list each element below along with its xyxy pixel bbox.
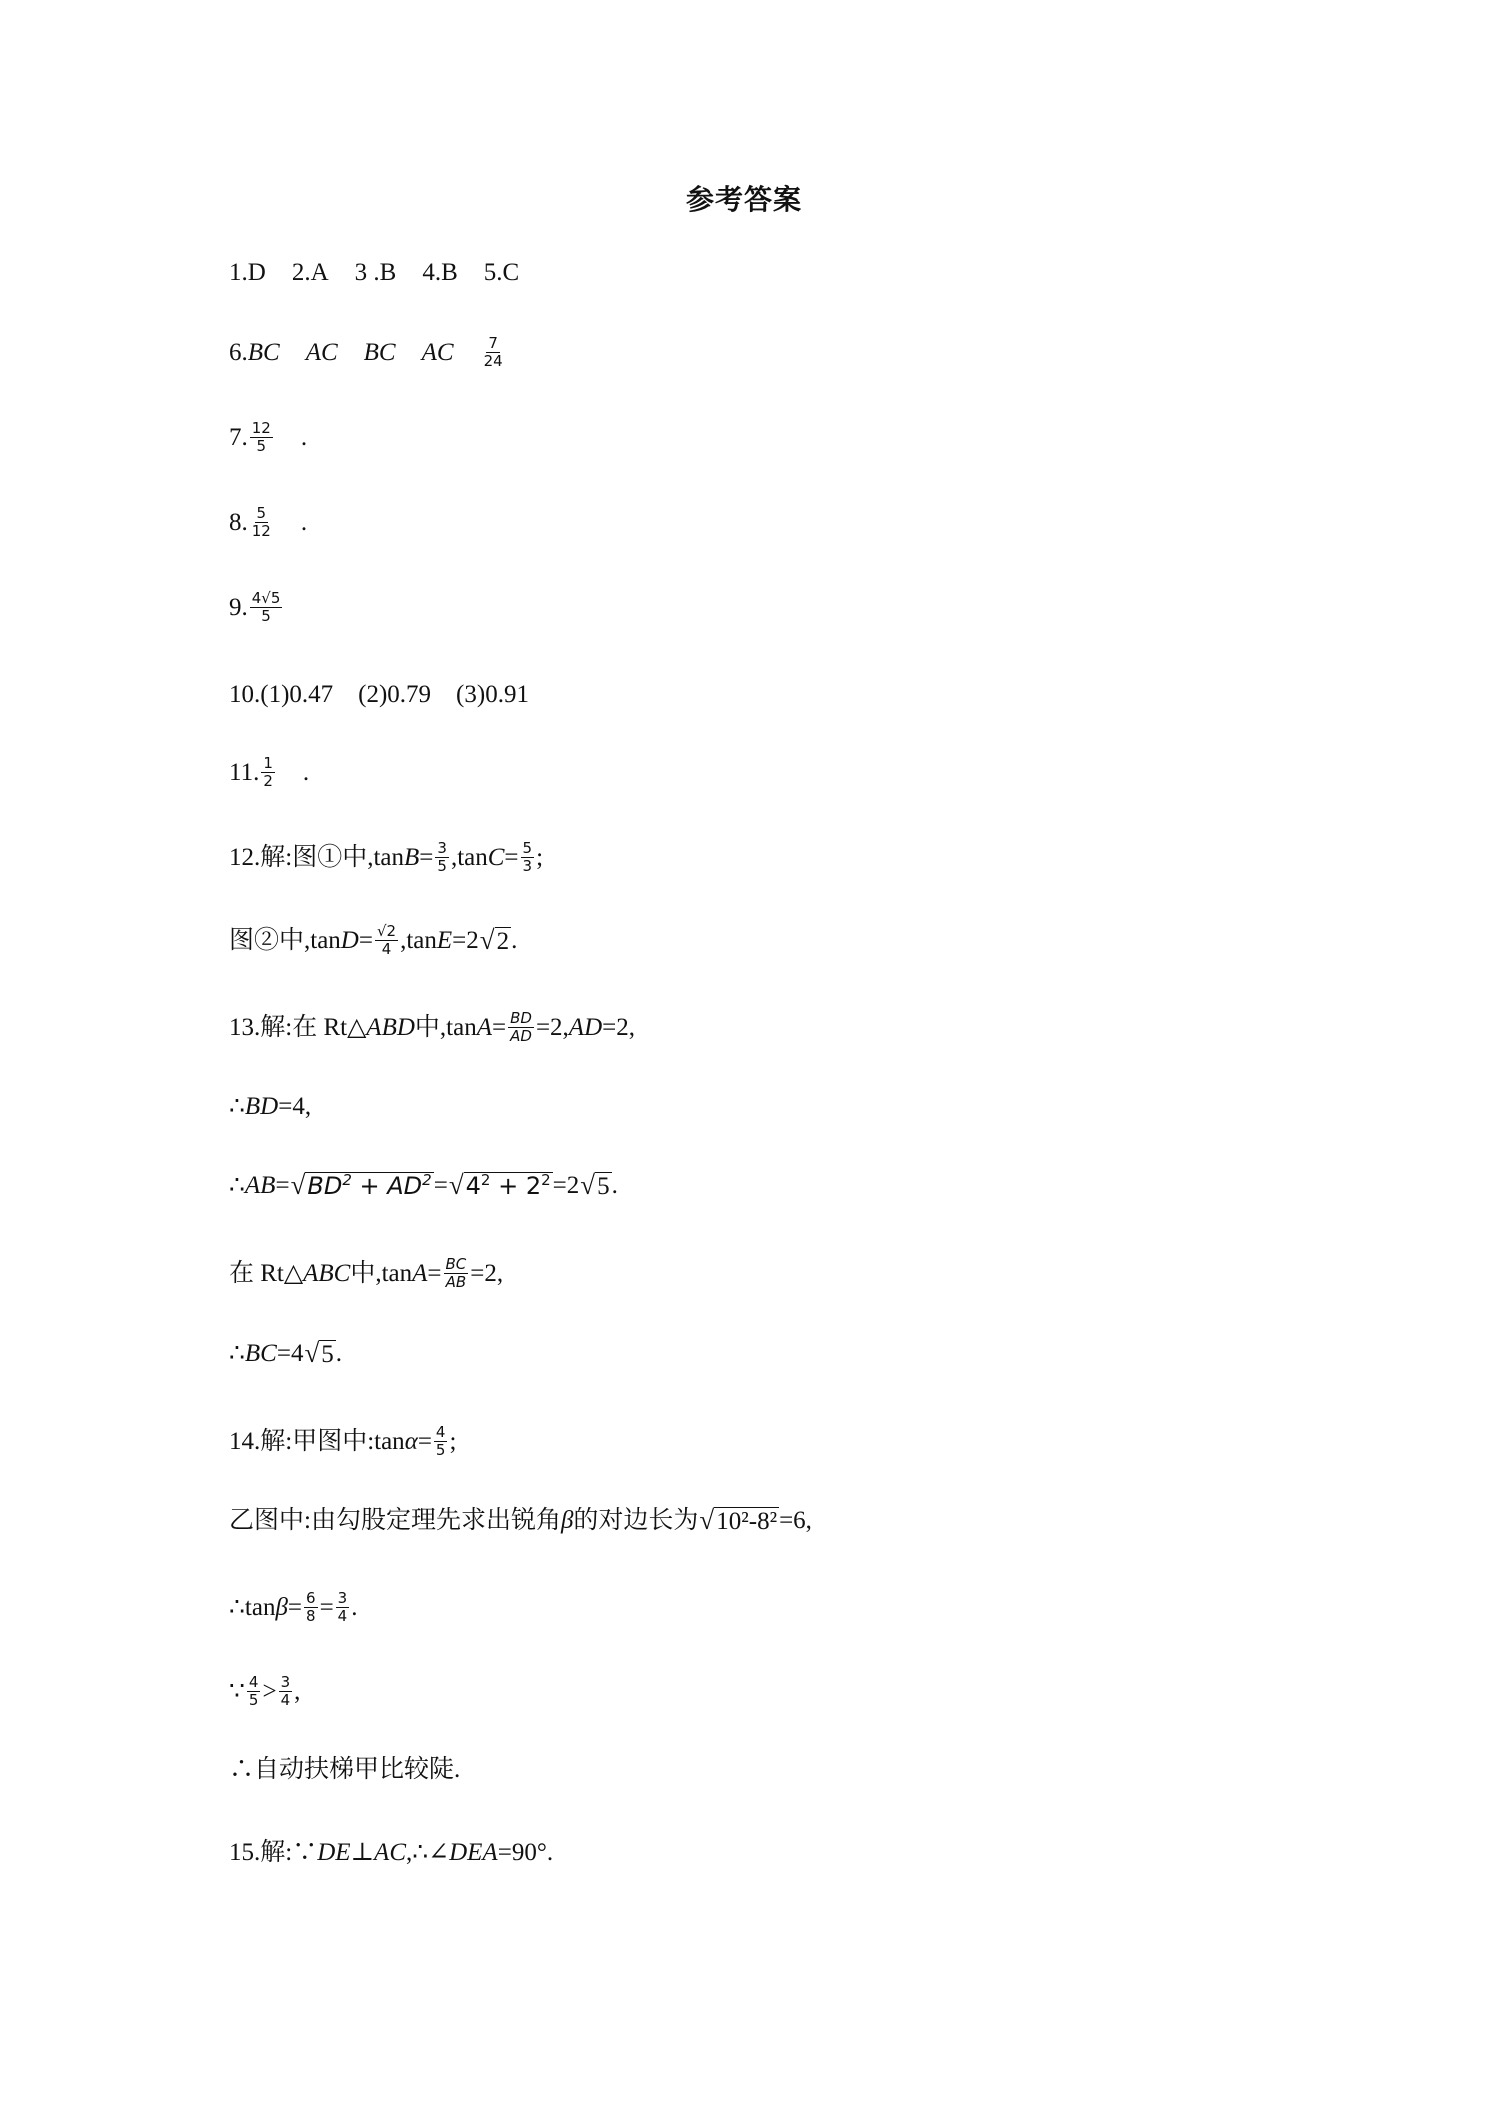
text: ∴tan [229,1594,276,1622]
var: AB [244,1172,276,1199]
q8-fraction: $\frac{5}{12}$ [251,504,271,541]
text: ∵ [229,1678,245,1706]
text: =2, [602,1014,635,1042]
q6-item: BC [247,339,280,367]
answers-1-5 [229,260,519,285]
q8-end: . [300,509,308,537]
q11-number: 11. [229,759,260,787]
sqrt: √ 2 [479,925,510,956]
text: . [351,1594,358,1622]
sqrt: √ $4^2 + 2^2$ [448,1170,551,1200]
q14-fraction-5: $\frac{3}{4}$ [280,1673,291,1710]
q11-fraction: $\frac{1}{2}$ [263,754,273,791]
answer-14-line-5: ∴自动扶梯甲比较陡. [229,1756,461,1783]
var-beta: β [560,1507,574,1534]
answer-8 [229,505,307,541]
text: ⊥ [350,1839,375,1866]
text: ; [449,1428,457,1456]
text: ,∴∠ [406,1839,450,1866]
var: AD [568,1014,603,1042]
var-alpha: α [404,1428,418,1456]
answer-14-line-4 [229,1674,300,1710]
answer-13-line-3 [229,1172,618,1199]
text: . [611,1172,618,1199]
text: = [427,1260,442,1288]
text: = [287,1594,303,1622]
text: ∴ [229,1172,245,1199]
text: =2, [535,1014,569,1042]
text: 在 Rt△ [229,1260,304,1288]
answer-11 [229,755,309,791]
text: = [433,1172,448,1199]
var-B: B [404,844,420,872]
page-title: 参考答案 [685,185,802,216]
answer-13-line-1 [229,1010,635,1046]
answer-9 [229,590,284,626]
q14-fraction-2: $\frac{6}{8}$ [306,1589,316,1626]
var: BC [244,1340,277,1367]
answer-4: 4.B [422,259,458,286]
var: A [412,1260,428,1288]
q13-fraction-1: $\frac{BD}{AD}$ [510,1009,532,1046]
text: 13.解:在 Rt△ [229,1014,367,1042]
text: 中,tan [414,1014,477,1042]
q12-fraction-2: $\frac{5}{3}$ [522,839,533,876]
var-D: D [340,927,359,955]
answer-14-line-1 [229,1424,456,1460]
text: ∴ [229,1093,245,1120]
q7-fraction: $\frac{12}{5}$ [251,419,271,456]
answer-2: 2.A [291,259,329,286]
var: DEA [449,1839,498,1866]
text: ∴ [229,1340,245,1367]
text: 中,tan [350,1260,413,1288]
answer-12-line-1 [229,840,543,876]
text: = [491,1014,507,1042]
text: = [319,1594,334,1622]
text: = [504,844,519,872]
text: =2 [552,1172,580,1199]
text: 12.解:图①中,tan [229,844,404,872]
var: BD [244,1093,279,1120]
text: 14.解:甲图中:tan [229,1428,405,1456]
text: =4 [276,1340,304,1367]
text: 乙图中:由勾股定理先求出锐角 [229,1507,561,1534]
text: ,tan [450,844,488,872]
text: 图②中,tan [229,927,341,955]
text: = [275,1172,290,1199]
var: DE [317,1839,351,1866]
answer-13-line-4 [229,1256,503,1292]
text: = [419,844,434,872]
text: ; [536,844,544,872]
q8-number: 8. [229,509,248,537]
q14-fraction-3: $\frac{3}{4}$ [337,1589,348,1626]
q13-fraction-2: $\frac{BC}{AB}$ [445,1255,467,1292]
answer-3: 3 .B [354,259,397,286]
text: , [294,1678,301,1706]
answer-14-line-2 [229,1507,812,1534]
answer-15 [229,1840,553,1865]
answer-10: 10.(1)0.47 (2)0.79 (3)0.91 [229,681,529,708]
answer-13-line-5 [229,1340,342,1367]
var: ABD [366,1014,415,1042]
q7-end: . [300,424,308,452]
text: =2, [470,1260,504,1288]
q12-fraction-1: $\frac{3}{5}$ [437,839,447,876]
text: =90°. [497,1839,554,1866]
var-beta: β [275,1594,288,1622]
answer-7 [229,420,307,456]
q6-number: 6. [229,339,248,367]
q14-fraction-4: $\frac{4}{5}$ [248,1673,259,1710]
text: 15.解:∵ [229,1839,318,1866]
q6-item: BC [363,339,396,367]
q9-number: 9. [229,594,248,622]
var: AC [374,1839,406,1866]
answer-5: 5.C [483,259,520,286]
text: ,tan [400,927,437,955]
q6-item: AC [305,339,338,367]
text: 的对边长为 [573,1507,699,1534]
sqrt: √ 5 [580,1170,610,1200]
text: > [262,1678,277,1706]
text: =4, [278,1093,312,1120]
answer-1: 1.D [229,259,266,286]
var: ABC [303,1260,351,1288]
q6-item: AC [421,339,454,367]
answer-13-line-2 [229,1094,311,1119]
q12-fraction-3: $\frac{√2}{4}$ [376,922,397,959]
var-E: E [436,927,453,955]
text: = [358,927,373,955]
text: =2 [452,927,479,955]
text: . [335,1340,343,1367]
text: =6, [779,1507,812,1534]
sqrt: √ 5 [304,1338,334,1368]
q6-fraction: $\frac{7}{24}$ [483,334,503,371]
q14-fraction-1: $\frac{4}{5}$ [435,1423,446,1460]
var-C: C [487,844,505,872]
sqrt: √ 10²-8² [699,1505,778,1535]
q7-number: 7. [229,424,248,452]
text: . [511,927,518,955]
var: A [476,1014,492,1042]
answer-14-line-3 [229,1590,357,1626]
answer-12-line-2 [229,923,517,959]
answer-6 [229,335,507,371]
q9-fraction: $\frac{4√5}{5}$ [251,589,281,626]
sqrt: √ $BD^2 + AD^2$ [290,1170,432,1200]
text: = [417,1428,432,1456]
q11-end: . [302,759,310,787]
